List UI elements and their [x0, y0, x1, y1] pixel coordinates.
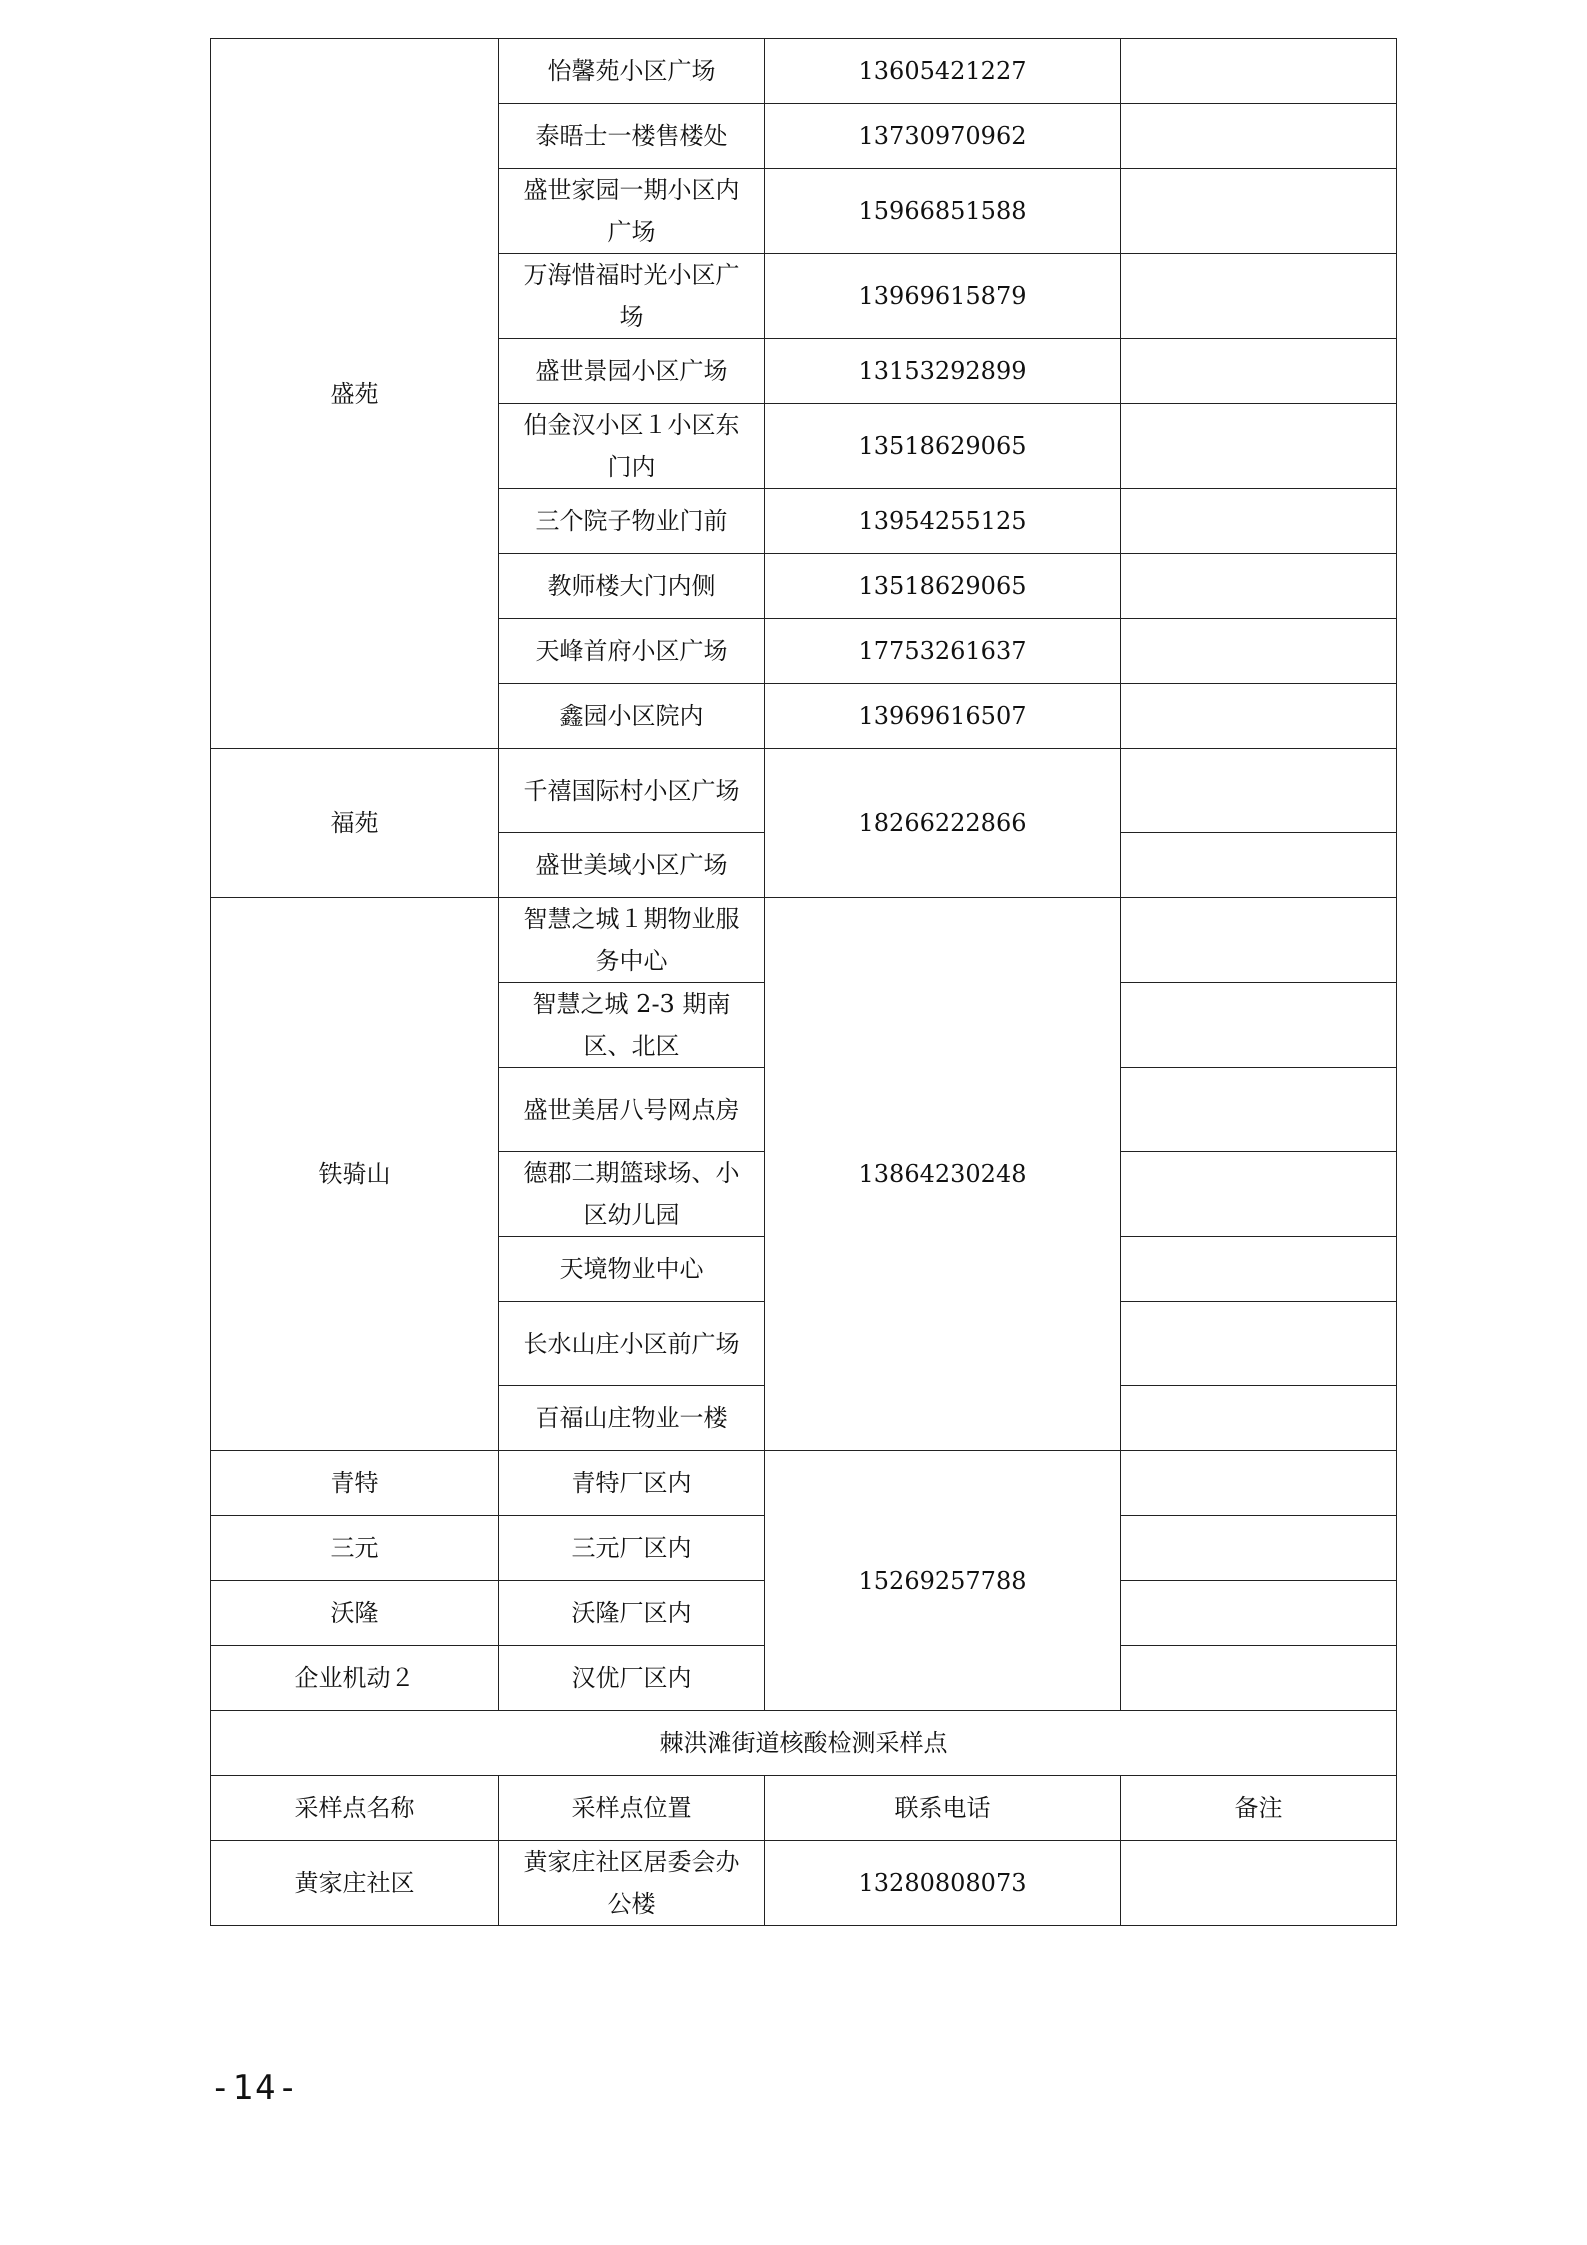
location-cell: 伯金汉小区１小区东门内 — [499, 404, 765, 489]
location-cell: 黄家庄社区居委会办公楼 — [499, 1841, 765, 1926]
header-phone: 联系电话 — [765, 1776, 1121, 1841]
note-cell — [1121, 1646, 1397, 1711]
community-name: 盛苑 — [211, 39, 499, 749]
note-cell — [1121, 833, 1397, 898]
location-cell: 盛世家园一期小区内广场 — [499, 169, 765, 254]
table-row — [211, 1451, 1397, 1516]
note-cell — [1121, 898, 1397, 983]
location-cell: 智慧之城１期物业服务中心 — [499, 898, 765, 983]
section-title-row — [211, 1711, 1397, 1776]
phone-cell: 13605421227 — [765, 39, 1121, 104]
page-number: -14- — [210, 2068, 300, 2108]
note-cell — [1121, 1068, 1397, 1152]
community-name: 黄家庄社区 — [211, 1841, 499, 1926]
location-cell: 盛世美居八号网点房 — [499, 1068, 765, 1152]
phone-cell: 13153292899 — [765, 339, 1121, 404]
location-cell: 教师楼大门内侧 — [499, 554, 765, 619]
location-cell: 三个院子物业门前 — [499, 489, 765, 554]
note-cell — [1121, 749, 1397, 833]
location-cell: 青特厂区内 — [499, 1451, 765, 1516]
location-cell: 百福山庄物业一楼 — [499, 1386, 765, 1451]
section-title: 棘洪滩街道核酸检测采样点 — [211, 1711, 1397, 1776]
note-cell — [1121, 254, 1397, 339]
phone-cell: 13969616507 — [765, 684, 1121, 749]
table-row — [211, 39, 1397, 104]
note-cell — [1121, 1237, 1397, 1302]
note-cell — [1121, 39, 1397, 104]
location-cell: 盛世美域小区广场 — [499, 833, 765, 898]
community-name: 青特 — [211, 1451, 499, 1516]
header-name: 采样点名称 — [211, 1776, 499, 1841]
table-row — [211, 749, 1397, 833]
note-cell — [1121, 1386, 1397, 1451]
table-row — [211, 1841, 1397, 1926]
note-cell — [1121, 983, 1397, 1068]
phone-cell: 13969615879 — [765, 254, 1121, 339]
note-cell — [1121, 684, 1397, 749]
header-location: 采样点位置 — [499, 1776, 765, 1841]
note-cell — [1121, 619, 1397, 684]
note-cell — [1121, 489, 1397, 554]
location-cell: 智慧之城 2-3 期南区、北区 — [499, 983, 765, 1068]
location-cell: 鑫园小区院内 — [499, 684, 765, 749]
location-cell: 万海惜福时光小区广场 — [499, 254, 765, 339]
phone-cell: 13730970962 — [765, 104, 1121, 169]
location-cell: 泰晤士一楼售楼处 — [499, 104, 765, 169]
community-name: 企业机动２ — [211, 1646, 499, 1711]
location-cell: 怡馨苑小区广场 — [499, 39, 765, 104]
note-cell — [1121, 1841, 1397, 1926]
note-cell — [1121, 104, 1397, 169]
phone-cell: 15269257788 — [765, 1451, 1121, 1711]
header-row — [211, 1776, 1397, 1841]
table-row — [211, 898, 1397, 983]
community-name: 三元 — [211, 1516, 499, 1581]
note-cell — [1121, 1516, 1397, 1581]
community-name: 福苑 — [211, 749, 499, 898]
phone-cell: 18266222866 — [765, 749, 1121, 898]
header-note: 备注 — [1121, 1776, 1397, 1841]
location-cell: 沃隆厂区内 — [499, 1581, 765, 1646]
note-cell — [1121, 1581, 1397, 1646]
location-cell: 德郡二期篮球场、小区幼儿园 — [499, 1152, 765, 1237]
note-cell — [1121, 1451, 1397, 1516]
note-cell — [1121, 169, 1397, 254]
phone-cell: 13518629065 — [765, 404, 1121, 489]
location-cell: 天峰首府小区广场 — [499, 619, 765, 684]
note-cell — [1121, 1152, 1397, 1237]
phone-cell: 13280808073 — [765, 1841, 1121, 1926]
location-cell: 三元厂区内 — [499, 1516, 765, 1581]
location-cell: 千禧国际村小区广场 — [499, 749, 765, 833]
note-cell — [1121, 1302, 1397, 1386]
phone-cell: 17753261637 — [765, 619, 1121, 684]
phone-cell: 13864230248 — [765, 898, 1121, 1451]
note-cell — [1121, 404, 1397, 489]
location-cell: 长水山庄小区前广场 — [499, 1302, 765, 1386]
location-cell: 汉优厂区内 — [499, 1646, 765, 1711]
community-name: 沃隆 — [211, 1581, 499, 1646]
location-cell: 盛世景园小区广场 — [499, 339, 765, 404]
phone-cell: 15966851588 — [765, 169, 1121, 254]
phone-cell: 13518629065 — [765, 554, 1121, 619]
location-cell: 天境物业中心 — [499, 1237, 765, 1302]
note-cell — [1121, 554, 1397, 619]
community-name: 铁骑山 — [211, 898, 499, 1451]
sampling-points-table — [210, 38, 1397, 1926]
note-cell — [1121, 339, 1397, 404]
phone-cell: 13954255125 — [765, 489, 1121, 554]
